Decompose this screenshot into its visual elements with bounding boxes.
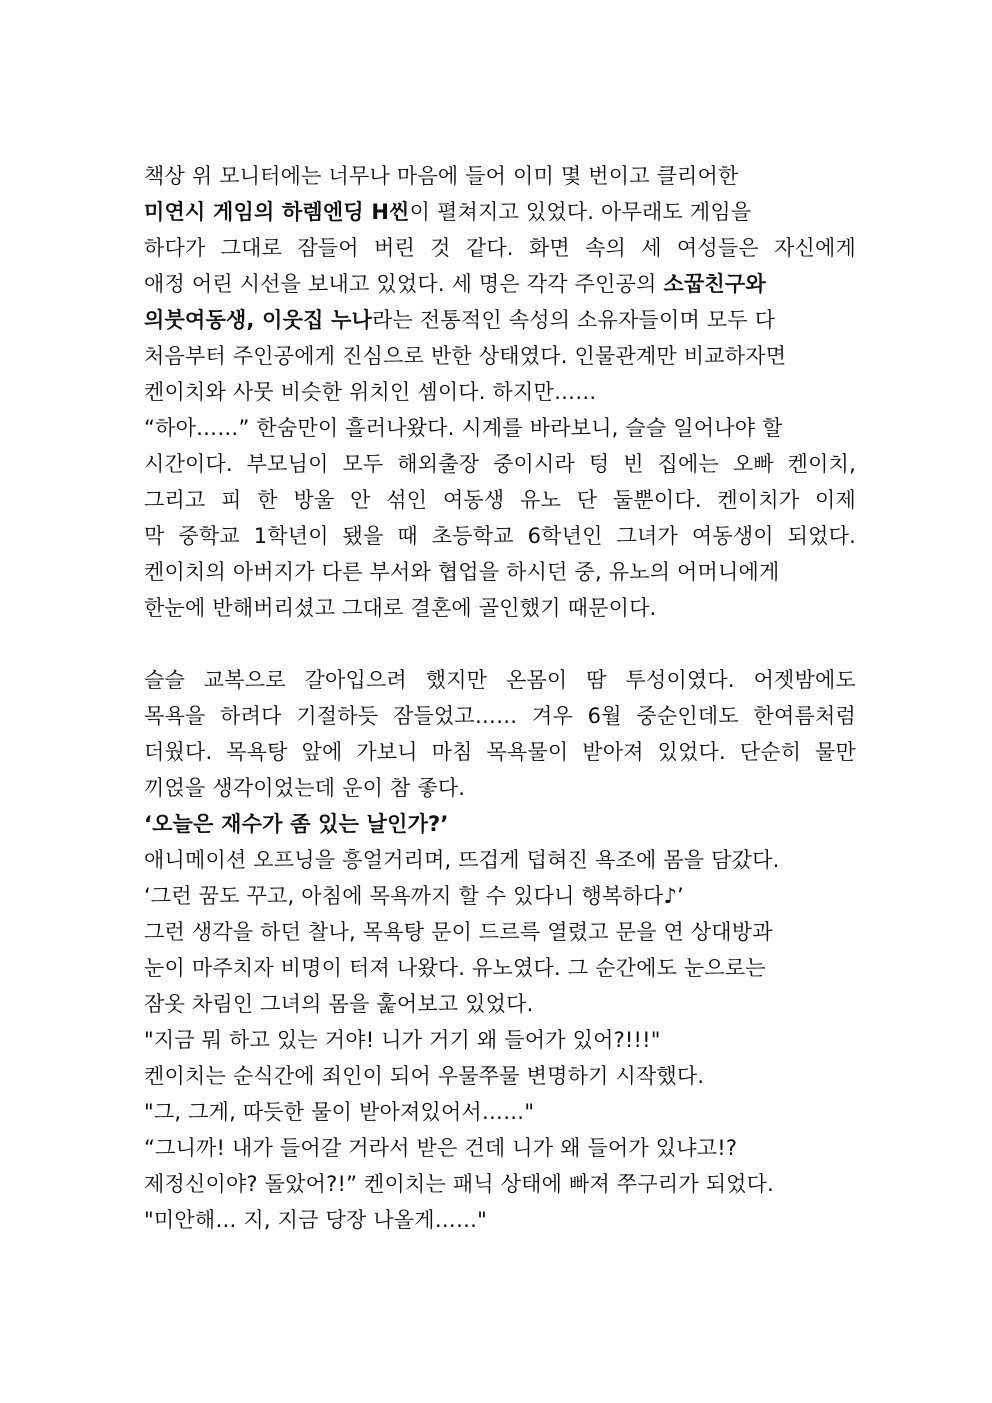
text-line: 애니메이션 오프닝을 흥얼거리며, 뜨겁게 덥혀진 욕조에 몸을 담갔다. — [144, 848, 780, 872]
text-line — [144, 266, 856, 302]
text-line: 시간이다. 부모님이 모두 해외출장 중이시라 텅 빈 집에는 오빠 켄이치, — [144, 452, 856, 476]
text-line: 하다가 그대로 잠들어 버린 것 같다. 화면 속의 세 여성들은 자신에게 — [144, 236, 856, 260]
text-line: 켄이치의 아버지가 다른 부서와 협업을 하시던 중, 유노의 어머니에게 — [144, 560, 780, 584]
text-line: 그리고 피 한 방울 안 섞인 여동생 유노 단 둘뿐이다. 켄이치가 이제 — [144, 488, 856, 512]
text-line — [144, 194, 856, 230]
paragraph-spacer — [144, 626, 856, 662]
paragraph-2 — [144, 662, 856, 1238]
text-line: 책상 위 모니터에는 너무나 마음에 들어 이미 몇 번이고 클리어한 — [144, 164, 739, 188]
text-line: 눈이 마주치자 비명이 터져 나왔다. 유노였다. 그 순간에도 눈으로는 — [144, 956, 766, 980]
text-line: 처음부터 주인공에게 진심으로 반한 상태였다. 인물관계만 비교하자면 — [144, 344, 787, 368]
text-line: 슬슬 교복으로 갈아입으려 했지만 온몸이 땀 투성이였다. 어젯밤에도 — [144, 668, 856, 692]
bold-phrase: 의붓여동생, 이웃집 누나 — [144, 308, 373, 332]
text-segment: 이 펼쳐지고 있었다. 아무래도 게임을 — [409, 200, 752, 224]
text-line: “하아……” 한숨만이 흘러나왔다. 시계를 바라보니, 슬슬 일어나야 할 — [144, 416, 783, 440]
text-line: ‘그런 꿈도 꾸고, 아침에 목욕까지 할 수 있다니 행복하다♪’ — [144, 884, 684, 908]
text-line: “그니까! 내가 들어갈 거라서 받은 건데 니가 왜 들어가 있냐고!? — [144, 1136, 738, 1160]
bold-thought: ‘오늘은 재수가 좀 있는 날인가?’ — [144, 812, 449, 836]
text-line: 켄이치는 순식간에 죄인이 되어 우물쭈물 변명하기 시작했다. — [144, 1064, 705, 1088]
text-line: 그런 생각을 하던 찰나, 목욕탕 문이 드르륵 열렸고 문을 연 상대방과 — [144, 920, 773, 944]
text-line: "지금 뭐 하고 있는 거야! 니가 거기 왜 들어가 있어?!!!" — [144, 1028, 661, 1052]
text-line: 켄이치와 사뭇 비슷한 위치인 셈이다. 하지만…… — [144, 380, 597, 404]
text-line: 한눈에 반해버리셨고 그대로 결혼에 골인했기 때문이다. — [144, 596, 657, 620]
text-line: "그, 그게, 따듯한 물이 받아져있어서……" — [144, 1100, 535, 1124]
text-line: 막 중학교 1학년이 됐을 때 초등학교 6학년인 그녀가 여동생이 되었다. — [144, 524, 856, 548]
paragraph-1 — [144, 158, 856, 626]
text-line — [144, 302, 856, 338]
text-line: 끼얹을 생각이었는데 운이 참 좋다. — [144, 776, 466, 800]
text-line: 제정신이야? 돌았어?!” 켄이치는 패닉 상태에 빠져 쭈구리가 되었다. — [144, 1172, 775, 1196]
text-line: 잠옷 차림인 그녀의 몸을 훑어보고 있었다. — [144, 992, 534, 1016]
text-line: 더웠다. 목욕탕 앞에 가보니 마침 목욕물이 받아져 있었다. 단순히 물만 — [144, 740, 856, 764]
bold-phrase: 미연시 게임의 하렘엔딩 H씬 — [144, 200, 410, 224]
text-segment: 라는 전통적인 속성의 소유자들이며 모두 다 — [372, 308, 776, 332]
text-segment: 애정 어린 시선을 보내고 있었다. 세 명은 각각 주인공의 — [144, 272, 664, 296]
text-line: "미안해… 지, 지금 당장 나올게……" — [144, 1208, 488, 1232]
text-line: 목욕을 하려다 기절하듯 잠들었고…… 겨우 6월 중순인데도 한여름처럼 — [144, 704, 856, 728]
bold-phrase: 소꿉친구와 — [663, 272, 766, 296]
text-line — [144, 806, 856, 842]
story-text-body — [144, 158, 856, 1238]
